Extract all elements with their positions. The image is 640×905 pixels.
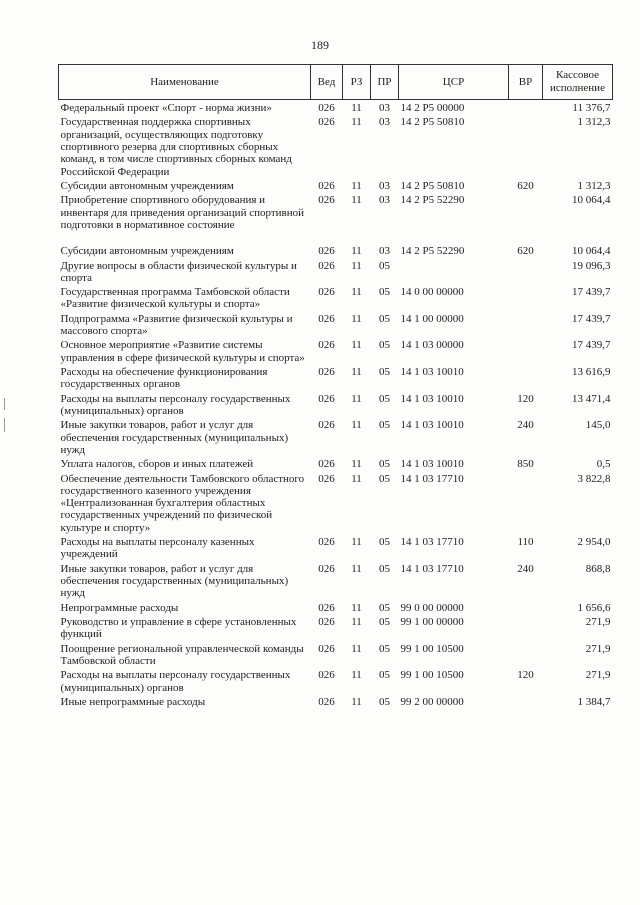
row-vr-cell: 240	[517, 562, 534, 575]
row-pr-cell: 05	[379, 419, 390, 432]
row-vr-cell: 120	[517, 392, 534, 405]
row-csr-cell: 99 1 00 10500	[400, 642, 464, 655]
row-pr-cell: 05	[379, 695, 390, 708]
row-rz-cell: 11	[351, 312, 362, 325]
row-ved-cell: 026	[318, 245, 335, 258]
row-csr-cell: 14 1 03 00000	[400, 339, 464, 352]
margin-mark	[4, 398, 5, 410]
row-name-cell: Обеспечение деятельности Тамбовского областного государственного казенного учреждения «Централизованная бухгалтерия областных государственных учреждений по физической культуре и спорту»	[60, 472, 305, 534]
row-csr-cell: 99 2 00 00000	[400, 695, 464, 708]
row-amount-cell: 3 822,8	[577, 472, 611, 485]
row-ved-cell: 026	[318, 312, 335, 325]
row-pr-cell: 03	[379, 245, 390, 258]
row-amount-cell: 10 064,4	[572, 245, 611, 258]
row-ved-cell: 026	[318, 615, 335, 628]
row-amount-cell: 17 439,7	[572, 286, 611, 299]
row-name-cell: Субсидии автономным учреждениям	[60, 179, 234, 192]
row-amount-cell: 2 954,0	[577, 536, 611, 549]
row-vr-cell	[509, 100, 543, 115]
row-vr-cell	[509, 471, 543, 535]
row-amount-cell: 13 616,9	[572, 366, 611, 378]
table-row	[59, 667, 613, 694]
row-pr-cell: 03	[379, 194, 390, 207]
row-pr-cell: 05	[379, 312, 390, 325]
row-pr-cell: 05	[379, 286, 390, 299]
row-name-cell: Уплата налогов, сборов и иных платежей	[60, 458, 254, 471]
row-vr-cell	[509, 114, 543, 178]
table-row	[59, 178, 613, 192]
table-row	[59, 600, 613, 614]
row-rz-cell: 11	[351, 286, 362, 299]
row-amount-cell: 145,0	[585, 419, 611, 432]
row-csr-cell: 14 1 03 17710	[400, 472, 464, 485]
row-ved-cell: 026	[318, 458, 335, 471]
table-row	[59, 258, 613, 285]
row-vr-cell	[509, 284, 543, 311]
row-ved-cell: 026	[318, 102, 335, 114]
row-rz-cell: 11	[351, 458, 362, 471]
table-row	[59, 364, 613, 391]
row-rz-cell: 11	[351, 259, 362, 272]
row-csr-cell: 14 2 P5 50810	[400, 116, 465, 129]
row-rz-cell: 11	[351, 695, 362, 708]
row-name-cell: Иные закупки товаров, работ и услуг для обеспечения государственных (муниципальных) нужд	[60, 562, 289, 600]
row-amount-cell: 1 384,7	[577, 695, 611, 708]
row-pr-cell: 05	[379, 536, 390, 549]
row-rz-cell: 11	[351, 245, 362, 258]
row-csr-cell: 14 1 00 00000	[400, 312, 464, 325]
row-ved-cell: 026	[318, 286, 335, 299]
row-name-cell: Руководство и управление в сфере установленных функций	[60, 615, 297, 641]
row-name-cell: Подпрограмма «Развитие физической культуры и массового спорта»	[60, 312, 293, 338]
row-amount-cell: 1 312,3	[577, 179, 611, 192]
row-rz-cell: 11	[351, 642, 362, 655]
row-pr-cell: 05	[379, 259, 390, 272]
row-csr-cell: 14 1 03 17710	[400, 536, 464, 549]
table-row	[59, 284, 613, 311]
margin-mark	[4, 418, 5, 432]
table-row	[59, 614, 613, 641]
row-vr-cell	[509, 614, 543, 641]
row-name-cell	[59, 192, 311, 243]
row-vr-cell	[509, 337, 543, 364]
row-rz-cell: 11	[351, 339, 362, 352]
row-pr-cell: 05	[379, 601, 390, 614]
row-name-cell: Государственная поддержка спортивных организаций, осуществляющих подготовку спортивного резерва для спортивных сборных команд, в том числе спортивных сборных команд Российской Федерации	[60, 116, 292, 178]
row-pr-cell: 05	[379, 642, 390, 655]
row-name-cell: Иные закупки товаров, работ и услуг для обеспечения государственных (муниципальных) нужд	[60, 419, 289, 456]
table-row	[59, 311, 613, 338]
table-row	[59, 391, 613, 418]
row-pr-cell: 05	[379, 669, 390, 682]
row-name-cell: Расходы на выплаты персоналу государственных (муниципальных) органов	[60, 392, 291, 417]
row-csr-cell: 99 1 00 10500	[400, 669, 464, 682]
row-csr-cell: 14 1 03 10010	[400, 419, 464, 432]
row-ved-cell: 026	[318, 259, 335, 272]
row-csr-cell: 99 0 00 00000	[400, 601, 464, 614]
row-vr-cell	[509, 311, 543, 338]
row-ved-cell: 026	[318, 194, 335, 207]
row-vr-cell	[509, 600, 543, 614]
row-amount-cell: 1 656,6	[577, 601, 611, 614]
row-ved-cell: 026	[318, 642, 335, 655]
row-amount-cell: 271,9	[585, 642, 611, 655]
row-csr-cell: 14 1 03 17710	[400, 562, 464, 575]
row-vr-cell	[509, 694, 543, 708]
row-csr-cell: 14 2 P5 50810	[400, 179, 465, 192]
row-name-cell: Поощрение региональной управленческой команды Тамбовской области	[60, 642, 304, 667]
row-name-cell: Расходы на обеспечение функционирования государственных органов	[60, 366, 268, 391]
row-pr-cell: 03	[379, 179, 390, 192]
row-rz-cell: 11	[351, 615, 362, 628]
row-rz-cell: 11	[351, 194, 362, 207]
row-ved-cell: 026	[318, 179, 335, 192]
row-csr-cell: 14 2 P5 52290	[400, 245, 465, 258]
row-amount-cell: 271,9	[585, 669, 611, 682]
table-row	[59, 100, 613, 115]
column-header-rz: РЗ	[343, 65, 371, 100]
row-amount-cell: 11 376,7	[572, 102, 611, 114]
table-header-row	[59, 65, 613, 100]
row-rz-cell: 11	[351, 562, 362, 575]
row-rz-cell: 11	[351, 179, 362, 192]
row-name-cell: Федеральный проект «Спорт - норма жизни»	[60, 102, 272, 114]
column-header-csr: ЦСР	[399, 65, 509, 100]
row-vr-cell: 120	[517, 669, 534, 682]
row-ved-cell: 026	[318, 472, 335, 485]
row-rz-cell: 11	[351, 102, 362, 114]
row-rz-cell: 11	[351, 669, 362, 682]
row-ved-cell: 026	[318, 695, 335, 708]
row-vr-cell: 240	[517, 419, 534, 432]
row-csr-cell: 14 1 03 10010	[400, 392, 464, 405]
row-ved-cell: 026	[318, 116, 335, 129]
row-pr-cell: 05	[379, 366, 390, 378]
row-rz-cell: 11	[351, 472, 362, 485]
column-header-amount: Кассовое исполнение	[543, 65, 613, 100]
table-row	[59, 456, 613, 470]
row-ved-cell: 026	[318, 669, 335, 682]
row-ved-cell: 026	[318, 562, 335, 575]
row-amount-cell: 1 312,3	[577, 116, 611, 129]
row-vr-cell: 850	[517, 458, 534, 471]
column-header-pr: ПР	[371, 65, 399, 100]
row-amount-cell: 19 096,3	[572, 259, 611, 272]
row-amount-cell: 17 439,7	[572, 339, 611, 352]
row-rz-cell: 11	[351, 419, 362, 432]
row-ved-cell: 026	[318, 536, 335, 549]
table-row	[59, 641, 613, 668]
table-row	[59, 192, 613, 243]
table-row	[59, 337, 613, 364]
row-csr-cell: 14 1 03 10010	[400, 458, 464, 471]
table-row	[59, 114, 613, 178]
row-pr-cell: 05	[379, 562, 390, 575]
budget-table	[58, 64, 613, 708]
table-row	[59, 417, 613, 456]
row-amount-cell: 17 439,7	[572, 312, 611, 325]
row-pr-cell: 05	[379, 339, 390, 352]
row-csr-cell: 14 2 P5 52290	[400, 194, 465, 207]
row-name-cell: Основное мероприятие «Развитие системы управления в сфере физической культуры и спорта»	[60, 339, 305, 364]
row-rz-cell: 11	[351, 392, 362, 405]
row-rz-cell: 11	[351, 536, 362, 549]
row-amount-cell: 13 471,4	[572, 392, 611, 405]
row-pr-cell: 05	[379, 615, 390, 628]
table-row	[59, 561, 613, 600]
row-ved-cell: 026	[318, 339, 335, 352]
row-amount-cell: 868,8	[585, 562, 611, 575]
column-header-ved: Вед	[311, 65, 343, 100]
column-header-name: Наименование	[59, 65, 311, 100]
row-pr-cell: 03	[379, 102, 390, 114]
row-csr-cell: 14 2 P5 00000	[400, 102, 465, 114]
row-csr-cell	[399, 258, 509, 285]
row-ved-cell: 026	[318, 601, 335, 614]
row-name-cell: Расходы на выплаты персоналу государственных (муниципальных) органов	[60, 669, 291, 694]
row-vr-cell	[509, 641, 543, 668]
column-header-vr: ВР	[509, 65, 543, 100]
row-name-cell: Субсидии автономным учреждениям	[60, 245, 234, 258]
row-ved-cell: 026	[318, 419, 335, 432]
row-amount-cell: 10 064,4	[572, 194, 611, 207]
row-pr-cell: 05	[379, 392, 390, 405]
row-name-cell: Непрограммные расходы	[60, 601, 179, 614]
row-amount-cell: 0,5	[596, 458, 611, 471]
row-vr-cell: 620	[517, 245, 534, 258]
row-vr-cell	[509, 192, 543, 243]
row-csr-cell: 14 1 03 10010	[400, 366, 464, 378]
table-row	[59, 694, 613, 708]
row-vr-cell: 110	[517, 536, 534, 549]
row-rz-cell: 11	[351, 116, 362, 129]
row-rz-cell: 11	[351, 366, 362, 378]
row-pr-cell: 05	[379, 472, 390, 485]
row-name-text: Приобретение спортивного оборудования и инвентаря для приведения организаций спортивной подготовки в нормативное состояние	[60, 194, 304, 231]
row-vr-cell	[509, 364, 543, 391]
table-row	[59, 471, 613, 535]
row-name-cell: Государственная программа Тамбовской области «Развитие физической культуры и спорта»	[60, 286, 290, 311]
row-amount-cell: 271,9	[585, 615, 611, 628]
row-csr-cell: 14 0 00 00000	[400, 286, 464, 299]
row-ved-cell: 026	[318, 366, 335, 378]
row-name-cell: Расходы на выплаты персоналу казенных учреждений	[60, 536, 255, 561]
page-number: 189	[311, 38, 329, 52]
row-csr-cell: 99 1 00 00000	[400, 615, 464, 628]
table-body	[59, 100, 613, 709]
row-ved-cell: 026	[318, 392, 335, 405]
row-rz-cell: 11	[351, 601, 362, 614]
row-pr-cell: 03	[379, 116, 390, 129]
row-vr-cell: 620	[517, 179, 534, 192]
row-pr-cell: 05	[379, 458, 390, 471]
row-name-cell: Иные непрограммные расходы	[60, 695, 206, 708]
row-vr-cell	[509, 258, 543, 285]
table-row	[59, 534, 613, 561]
row-name-cell: Другие вопросы в области физической культуры и спорта	[60, 259, 297, 284]
table-row	[59, 243, 613, 257]
